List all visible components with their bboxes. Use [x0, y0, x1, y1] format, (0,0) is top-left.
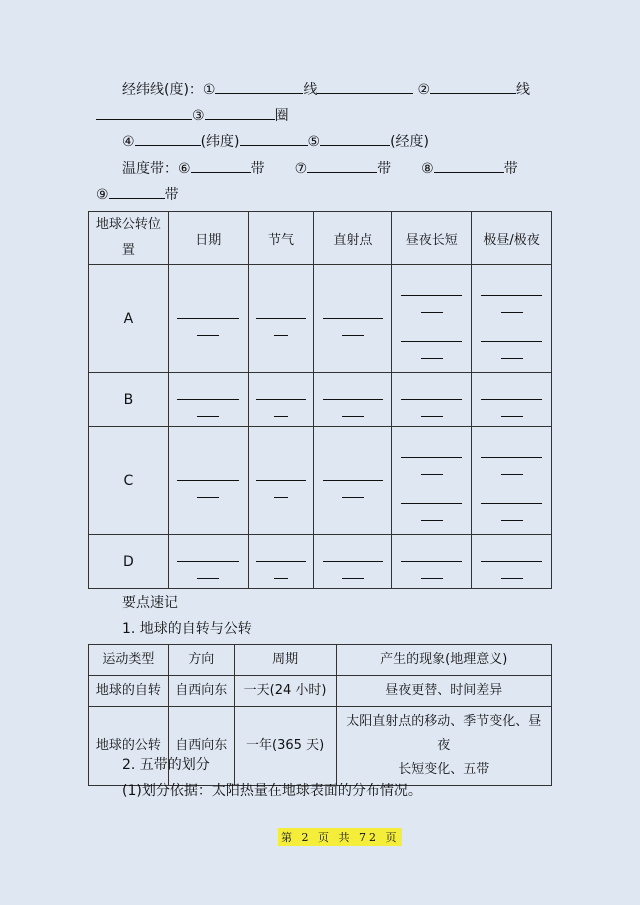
table-row — [89, 535, 552, 589]
blank-6[interactable] — [191, 158, 251, 173]
answer-cell[interactable] — [392, 535, 472, 589]
header-polar: 极昼/极夜 — [472, 212, 552, 265]
temperature-zone-line — [122, 158, 518, 178]
header-line: 地球公转位 — [95, 217, 161, 232]
section-rotation-revolution: 1. 地球的自转与公转 — [122, 621, 252, 637]
cell-motion: 地球的公转 — [89, 707, 169, 786]
blank-9[interactable] — [109, 184, 165, 199]
blank-4b[interactable] — [240, 131, 308, 146]
answer-cell[interactable] — [168, 373, 248, 427]
header-line: 置 — [121, 243, 135, 258]
phenomena-line: 太阳直射点的移动、季节变化、昼夜 — [346, 714, 542, 753]
table-header-row — [89, 212, 552, 265]
answer-cell[interactable] — [168, 265, 248, 373]
revolution-fill-table — [88, 211, 552, 589]
blank-8[interactable] — [434, 158, 504, 173]
row-label: D — [89, 535, 169, 589]
header-direct-point: 直射点 — [314, 212, 392, 265]
blank-3[interactable] — [205, 105, 275, 120]
blank-4[interactable] — [135, 131, 201, 146]
label-text: ④ — [122, 134, 135, 150]
label-text: 带 — [250, 161, 265, 177]
answer-cell[interactable] — [168, 427, 248, 535]
label-text: (纬度) — [200, 134, 240, 150]
label-text: 圈 — [274, 108, 289, 124]
label-text: ⑨ — [96, 187, 109, 203]
header-phenomena: 产生的现象(地理意义) — [336, 645, 552, 676]
blank-2b[interactable] — [96, 105, 192, 120]
page-number: 第 2 页 共 72 页 — [278, 828, 402, 846]
answer-cell[interactable] — [392, 265, 472, 373]
blank-5[interactable] — [320, 131, 390, 146]
cell-period: 一天(24 小时) — [234, 676, 336, 707]
cell-period: 一年(365 天) — [234, 707, 336, 786]
cell-motion: 地球的自转 — [89, 676, 169, 707]
answer-cell[interactable] — [472, 427, 552, 535]
label-text: 带 — [164, 187, 179, 203]
answer-cell[interactable] — [248, 427, 314, 535]
row-label: B — [89, 373, 169, 427]
answer-cell[interactable] — [248, 535, 314, 589]
table-row — [89, 427, 552, 535]
label-text: ⑧ — [421, 161, 434, 177]
table-row — [89, 265, 552, 373]
temperature-zone-line-2 — [96, 184, 179, 204]
label-text: 线 — [303, 82, 318, 98]
blank-1b[interactable] — [317, 79, 413, 94]
header-position — [89, 212, 169, 265]
cell-phenomena — [336, 707, 552, 786]
label-text: 经纬线(度)：① — [122, 82, 216, 98]
answer-cell[interactable] — [314, 535, 392, 589]
answer-cell[interactable] — [248, 373, 314, 427]
blank-2[interactable] — [430, 79, 516, 94]
section-five-zones: 2. 五带的划分 — [122, 757, 210, 773]
header-date: 日期 — [168, 212, 248, 265]
label-text: 线 — [516, 82, 531, 98]
phenomena-line: 长短变化、五带 — [398, 762, 490, 777]
answer-cell[interactable] — [472, 373, 552, 427]
header-solar-term: 节气 — [248, 212, 314, 265]
answer-cell[interactable] — [472, 535, 552, 589]
latlon-line-2 — [96, 105, 289, 125]
latlon-line-1 — [122, 79, 530, 99]
header-direction: 方向 — [168, 645, 234, 676]
label-text: ⑤ — [307, 134, 321, 150]
header-day-night: 昼夜长短 — [392, 212, 472, 265]
answer-cell[interactable] — [248, 265, 314, 373]
cell-phenomena: 昼夜更替、时间差异 — [336, 676, 552, 707]
answer-cell[interactable] — [314, 373, 392, 427]
answer-cell[interactable] — [392, 427, 472, 535]
table-row — [89, 373, 552, 427]
label-text: 带 — [377, 161, 392, 177]
cell-direction: 自西向东 — [168, 676, 234, 707]
row-label: C — [89, 427, 169, 535]
table-header-row — [89, 645, 552, 676]
label-text: (经度) — [390, 134, 429, 150]
blank-7[interactable] — [307, 158, 377, 173]
label-text: 带 — [503, 161, 518, 177]
answer-cell[interactable] — [314, 427, 392, 535]
section-memo: 要点速记 — [122, 595, 178, 611]
blank-1[interactable] — [215, 79, 303, 94]
label-text: ③ — [192, 108, 205, 124]
latlon-line-3 — [122, 131, 429, 151]
label-text: ② — [417, 82, 431, 98]
division-basis: (1)划分依据：太阳热量在地球表面的分布情况。 — [122, 783, 422, 799]
header-motion-type: 运动类型 — [89, 645, 169, 676]
answer-cell[interactable] — [392, 373, 472, 427]
label-text: ⑦ — [294, 161, 308, 177]
row-label: A — [89, 265, 169, 373]
label-text: 温度带：⑥ — [122, 161, 191, 177]
cell-direction: 自西向东 — [168, 707, 234, 786]
answer-cell[interactable] — [168, 535, 248, 589]
table-row — [89, 676, 552, 707]
header-period: 周期 — [234, 645, 336, 676]
answer-cell[interactable] — [472, 265, 552, 373]
answer-cell[interactable] — [314, 265, 392, 373]
